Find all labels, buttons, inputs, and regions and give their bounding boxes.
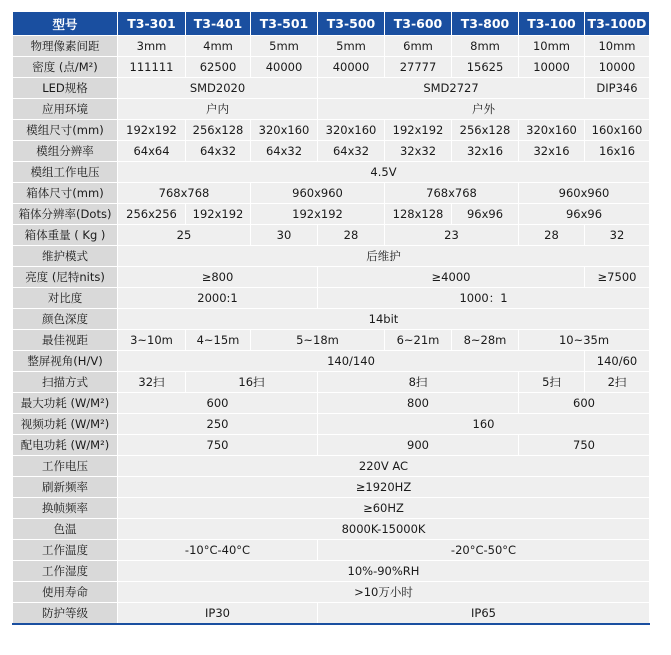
spec-value-cell: 256x128 xyxy=(452,120,519,141)
table-row xyxy=(13,330,650,351)
spec-value-cell: ≥800 xyxy=(118,267,318,288)
spec-value-cell: 5扫 xyxy=(519,372,585,393)
spec-value-cell: SMD2727 xyxy=(318,78,585,99)
row-label: 对比度 xyxy=(13,288,118,309)
spec-value-cell: DIP346 xyxy=(585,78,650,99)
spec-value-cell: 320x160 xyxy=(251,120,318,141)
header-t3-800: T3-800 xyxy=(452,12,519,36)
spec-value-cell: 2000:1 xyxy=(118,288,318,309)
table-row xyxy=(13,603,650,625)
spec-value-cell: 户外 xyxy=(318,99,650,120)
row-label: 刷新频率 xyxy=(13,477,118,498)
spec-value-cell: 32x16 xyxy=(519,141,585,162)
spec-value-cell: 140/140 xyxy=(118,351,585,372)
spec-value-cell: 64x64 xyxy=(118,141,186,162)
row-label: 扫描方式 xyxy=(13,372,118,393)
spec-value-cell: 4.5V xyxy=(118,162,650,183)
spec-value-cell: 900 xyxy=(318,435,519,456)
table-row xyxy=(13,540,650,561)
row-label: 密度 (点/M²) xyxy=(13,57,118,78)
row-label: 箱体尺寸(mm) xyxy=(13,183,118,204)
row-label: 维护模式 xyxy=(13,246,118,267)
spec-value-cell: 10mm xyxy=(519,36,585,57)
table-row xyxy=(13,582,650,603)
spec-value-cell: 256x256 xyxy=(118,204,186,225)
spec-value-cell: 40000 xyxy=(251,57,318,78)
spec-value-cell: 750 xyxy=(519,435,650,456)
spec-value-cell: 220V AC xyxy=(118,456,650,477)
spec-value-cell: 10000 xyxy=(585,57,650,78)
spec-value-cell: 40000 xyxy=(318,57,385,78)
spec-value-cell: -20°C-50°C xyxy=(318,540,650,561)
row-label: 模组尺寸(mm) xyxy=(13,120,118,141)
spec-value-cell: 160 xyxy=(318,414,650,435)
spec-value-cell: 256x128 xyxy=(186,120,251,141)
spec-value-cell: 32x16 xyxy=(452,141,519,162)
row-label: 工作温度 xyxy=(13,540,118,561)
table-row xyxy=(13,477,650,498)
spec-value-cell: 192x192 xyxy=(118,120,186,141)
table-row xyxy=(13,351,650,372)
table-row xyxy=(13,561,650,582)
spec-value-cell: 250 xyxy=(118,414,318,435)
spec-value-cell: 800 xyxy=(318,393,519,414)
spec-value-cell: 户内 xyxy=(118,99,318,120)
table-row xyxy=(13,246,650,267)
row-label: 整屏视角(H/V) xyxy=(13,351,118,372)
spec-value-cell: 10~35m xyxy=(519,330,650,351)
row-label: 使用寿命 xyxy=(13,582,118,603)
table-row xyxy=(13,435,650,456)
table-row xyxy=(13,372,650,393)
spec-table-container xyxy=(12,11,649,625)
spec-value-cell: 960x960 xyxy=(519,183,650,204)
table-row xyxy=(13,204,650,225)
spec-value-cell: 32扫 xyxy=(118,372,186,393)
spec-value-cell: ≥4000 xyxy=(318,267,585,288)
table-row xyxy=(13,36,650,57)
spec-value-cell: 6mm xyxy=(385,36,452,57)
spec-value-cell: ≥1920HZ xyxy=(118,477,650,498)
row-label: 箱体重量 ( Kg ) xyxy=(13,225,118,246)
table-row xyxy=(13,141,650,162)
spec-value-cell: 64x32 xyxy=(186,141,251,162)
spec-value-cell: 192x192 xyxy=(251,204,385,225)
spec-value-cell: 5mm xyxy=(251,36,318,57)
spec-value-cell: 14bit xyxy=(118,309,650,330)
spec-value-cell: ≥7500 xyxy=(585,267,650,288)
table-row xyxy=(13,99,650,120)
spec-value-cell: 32x32 xyxy=(385,141,452,162)
spec-value-cell: 64x32 xyxy=(251,141,318,162)
spec-value-cell: 3mm xyxy=(118,36,186,57)
row-label: 防护等级 xyxy=(13,603,118,625)
spec-value-cell: 27777 xyxy=(385,57,452,78)
spec-value-cell: SMD2020 xyxy=(118,78,318,99)
header-t3-100d: T3-100D xyxy=(585,12,650,36)
spec-value-cell: 96x96 xyxy=(452,204,519,225)
spec-value-cell: 25 xyxy=(118,225,251,246)
spec-value-cell: 320x160 xyxy=(519,120,585,141)
table-row xyxy=(13,456,650,477)
spec-value-cell: >10万小时 xyxy=(118,582,650,603)
row-label: 色温 xyxy=(13,519,118,540)
row-label: 模组工作电压 xyxy=(13,162,118,183)
spec-table xyxy=(12,11,650,625)
table-row xyxy=(13,309,650,330)
spec-value-cell: 192x192 xyxy=(385,120,452,141)
spec-value-cell: 28 xyxy=(318,225,385,246)
spec-value-cell: 8~28m xyxy=(452,330,519,351)
spec-value-cell: IP65 xyxy=(318,603,650,625)
table-row xyxy=(13,288,650,309)
header-t3-600: T3-600 xyxy=(385,12,452,36)
spec-value-cell: -10°C-40°C xyxy=(118,540,318,561)
header-t3-100: T3-100 xyxy=(519,12,585,36)
spec-value-cell: 10mm xyxy=(585,36,650,57)
spec-value-cell: 62500 xyxy=(186,57,251,78)
table-row xyxy=(13,183,650,204)
spec-value-cell: 10%-90%RH xyxy=(118,561,650,582)
spec-value-cell: 1000：1 xyxy=(318,288,650,309)
spec-value-cell: 8mm xyxy=(452,36,519,57)
spec-value-cell: 30 xyxy=(251,225,318,246)
row-label: 最佳视距 xyxy=(13,330,118,351)
spec-value-cell: 5~18m xyxy=(251,330,385,351)
row-label: 模组分辨率 xyxy=(13,141,118,162)
spec-value-cell: ≥60HZ xyxy=(118,498,650,519)
header-t3-301: T3-301 xyxy=(118,12,186,36)
row-label: 亮度 (尼特nits) xyxy=(13,267,118,288)
table-row xyxy=(13,498,650,519)
spec-value-cell: 320x160 xyxy=(318,120,385,141)
table-row xyxy=(13,162,650,183)
spec-value-cell: 2扫 xyxy=(585,372,650,393)
row-label: 最大功耗 (W/M²) xyxy=(13,393,118,414)
spec-body xyxy=(13,36,650,625)
table-row xyxy=(13,57,650,78)
spec-value-cell: 140/60 xyxy=(585,351,650,372)
spec-value-cell: 8000K-15000K xyxy=(118,519,650,540)
table-row xyxy=(13,393,650,414)
spec-value-cell: 600 xyxy=(519,393,650,414)
spec-value-cell: 16x16 xyxy=(585,141,650,162)
header-row xyxy=(13,12,650,36)
spec-value-cell: 160x160 xyxy=(585,120,650,141)
spec-value-cell: 4mm xyxy=(186,36,251,57)
spec-value-cell: 96x96 xyxy=(519,204,650,225)
spec-value-cell: 8扫 xyxy=(318,372,519,393)
table-row xyxy=(13,267,650,288)
row-label: 工作湿度 xyxy=(13,561,118,582)
spec-value-cell: 64x32 xyxy=(318,141,385,162)
header-t3-500: T3-500 xyxy=(318,12,385,36)
header-t3-401: T3-401 xyxy=(186,12,251,36)
table-row xyxy=(13,225,650,246)
spec-value-cell: 23 xyxy=(385,225,519,246)
table-row xyxy=(13,414,650,435)
spec-value-cell: 5mm xyxy=(318,36,385,57)
row-label: 视频功耗 (W/M²) xyxy=(13,414,118,435)
row-label: 物理像素间距 xyxy=(13,36,118,57)
spec-value-cell: 3~10m xyxy=(118,330,186,351)
spec-value-cell: IP30 xyxy=(118,603,318,625)
row-label: 应用环境 xyxy=(13,99,118,120)
row-label: 颜色深度 xyxy=(13,309,118,330)
row-label: 换帧频率 xyxy=(13,498,118,519)
spec-value-cell: 32 xyxy=(585,225,650,246)
row-label: 配电功耗 (W/M²) xyxy=(13,435,118,456)
spec-value-cell: 960x960 xyxy=(251,183,385,204)
spec-value-cell: 后维护 xyxy=(118,246,650,267)
spec-value-cell: 28 xyxy=(519,225,585,246)
spec-value-cell: 768x768 xyxy=(118,183,251,204)
spec-value-cell: 111111 xyxy=(118,57,186,78)
header-model: 型号 xyxy=(13,12,118,36)
row-label: 工作电压 xyxy=(13,456,118,477)
spec-value-cell: 10000 xyxy=(519,57,585,78)
row-label: LED规格 xyxy=(13,78,118,99)
spec-value-cell: 6~21m xyxy=(385,330,452,351)
spec-value-cell: 4~15m xyxy=(186,330,251,351)
table-row xyxy=(13,120,650,141)
table-row xyxy=(13,519,650,540)
spec-value-cell: 128x128 xyxy=(385,204,452,225)
row-label: 箱体分辨率(Dots) xyxy=(13,204,118,225)
spec-value-cell: 15625 xyxy=(452,57,519,78)
spec-value-cell: 768x768 xyxy=(385,183,519,204)
spec-value-cell: 750 xyxy=(118,435,318,456)
spec-value-cell: 192x192 xyxy=(186,204,251,225)
spec-value-cell: 16扫 xyxy=(186,372,318,393)
spec-value-cell: 600 xyxy=(118,393,318,414)
table-row xyxy=(13,78,650,99)
header-t3-501: T3-501 xyxy=(251,12,318,36)
